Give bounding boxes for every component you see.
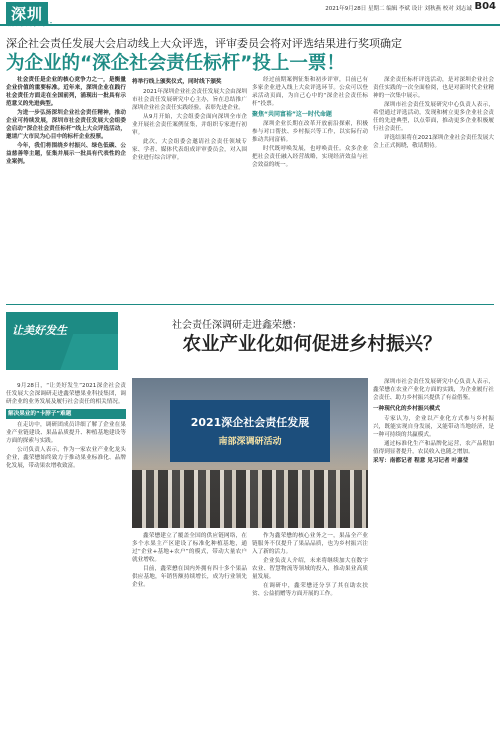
story1-headline: 为企业的“深企社会责任标杆”投上一票！ [6,53,345,74]
paragraph: 深圳市社会责任发展研究中心负责人表示，鑫荣懋在农业产业化方面的实践，为企业履行社会责任、助力乡村振兴提供了有益借鉴。 [373,379,494,401]
subheading: 聚焦“共同富裕”这一时代命题 [252,111,332,118]
section-logo: 深圳 [6,2,48,25]
campaign-banner [6,312,118,370]
story2-column-1 [6,382,126,746]
paragraph: 专家认为，企业以产业化方式参与乡村振兴，既能实现自身发展，又能带动当地经济，是一种可持续的共赢模式。 [373,416,494,438]
story1-column-4 [373,76,494,300]
paragraph: 在走访中，调研团成员详细了解了企业在果业产业链建设、果品品质提升、种植基地建设等方面的探索与实践。 [6,422,126,444]
story2-column-4 [373,378,494,746]
paragraph: 社会责任是企业的核心竞争力之一，是衡量企业价值的重要标准。近年来，深圳企业在践行社会责任方面走在全国前列，涌现出一批具有示范意义的先进典型。 [6,77,126,107]
section-heading: 解决果业的“卡脖子”难题 [6,409,126,419]
paragraph: 深圳企业长期在改革开放前沿探索，积极参与对口帮扶、乡村振兴等工作，以实际行动推动共同富裕。 [252,121,368,143]
photo-backdrop [170,400,330,462]
paragraph: 评选结果将在2021深圳企业社会责任发展大会上正式揭晓，敬请期待。 [373,135,494,149]
paragraph: 深圳市社会责任发展研究中心负责人表示，希望通过评选活动，发现和树立更多企业社会责任的先进典型，以点带面，推动更多企业积极履行社会责任。 [373,102,494,132]
banner-tag: 让美好发生 [12,324,67,337]
photo-people [132,470,368,528]
paragraph: 从9月开始，大会组委会面向深圳全市企业开展社会责任案例征集，并组织专家进行初审。 [132,114,247,136]
story2-headline: 农业产业化如何促进乡村振兴？ [182,334,442,355]
byline: 采写：南都记者 程意 见习记者 叶嘉莹 [373,458,469,464]
paragraph: 今年，我们将围绕乡村振兴、绿色低碳、公益慈善等主题，征集并展示一批具有代表性的企业案例。 [6,143,126,165]
subheading: 将举行线上颁奖仪式，同时线下颁奖 [132,79,222,85]
group-photo [132,378,368,528]
header-rule [0,24,500,26]
story2-column-3 [252,532,368,746]
story1-kicker: 深企社会责任发展大会启动线上大众评选，评审委员会将对评选结果进行奖项确定 [6,37,402,50]
paragraph: 鑫荣懋建立了覆盖全国的供应链网络，在多个水果主产区建设了标准化种植基地，通过“企业+基地+农户”的模式，带动大量农户就业增收。 [132,533,247,563]
paragraph: 时代既呼唤发展，也呼唤责任。众多企业把社会责任融入经营战略，实现经济效益与社会效益的统一。 [252,146,368,168]
issue-meta: 2021年9月28日 星期二 编辑 李斌 设计 刘秋燕 校对 刘志诚 [325,6,472,12]
paragraph: 作为鑫荣懋的核心业务之一，果品全产业链服务不仅提升了果品品质，也为乡村振兴注入了新的活力。 [252,533,368,555]
paragraph: 在调研中，鑫荣懋还分享了其在助农扶贫、公益捐赠等方面开展的工作。 [252,583,368,597]
page-number: B04 [474,1,496,12]
story2-column-2 [132,532,247,746]
page-header [0,0,500,23]
paragraph: 此次，大会组委会邀请社会责任领域专家、学者、媒体代表组成评审委员会，对入围企业进行综合评审。 [132,139,247,161]
paragraph: 2021年深圳企业社会责任发展大会由深圳市社会责任发展研究中心主办，旨在总结推广深圳企业社会责任实践经验，表彰先进企业。 [132,89,247,111]
backdrop-title: 2021深企社会责任发展 [190,416,310,429]
story1-column-2 [132,76,247,300]
paragraph: 通过标准化生产和品牌化运营，农产品附加值得到显著提升，农民收入也随之增加。 [373,441,494,455]
story1-column-1 [6,76,126,300]
story2-kicker: 社会责任深调研走进鑫荣懋： [172,320,302,331]
paragraph: 为进一步弘扬深圳企业社会责任精神，推动企业可持续发展，深圳市社会责任发展大会组委会启动“深企社会责任标杆”线上大众评选活动，邀请广大市民为心目中的标杆企业投票。 [6,110,126,140]
section-heading: 一种现代化的乡村振兴模式 [373,406,441,412]
paragraph: 公司负责人表示，作为一家农业产业化龙头企业，鑫荣懋始终致力于推动果业标准化、品牌化发展，带动果农增收致富。 [6,447,126,469]
banner-ribbon [59,334,118,370]
paragraph: 深企责任标杆评选活动，是对深圳企业社会责任实践的一次全面检阅，也是对新时代企业精神的一次集中展示。 [373,77,494,99]
backdrop-subtitle: 南部深调研活动 [218,437,282,447]
paragraph: 9月28日，“让美好发生”2021深企社会责任发展大会深调研走进鑫荣懋果业科技集团，调研企业的业务发展及履行社会责任的相关情况。 [6,383,126,405]
story-divider [6,304,494,305]
paragraph: 企业负责人介绍，未来将继续加大在数字农业、智慧物流等领域的投入，推动果业高质量发展。 [252,558,368,580]
paragraph: 经过前期案例征集和初步评审，目前已有多家企业进入线上大众评选环节。公众可以登录活动页面，为自己心中的“深企社会责任标杆”投票。 [252,77,368,107]
paragraph: 目前，鑫荣懋在国内外拥有四十多个果品供应基地，年销售额持续增长，成为行业领先企业。 [132,566,247,588]
story1-column-3 [252,76,368,300]
